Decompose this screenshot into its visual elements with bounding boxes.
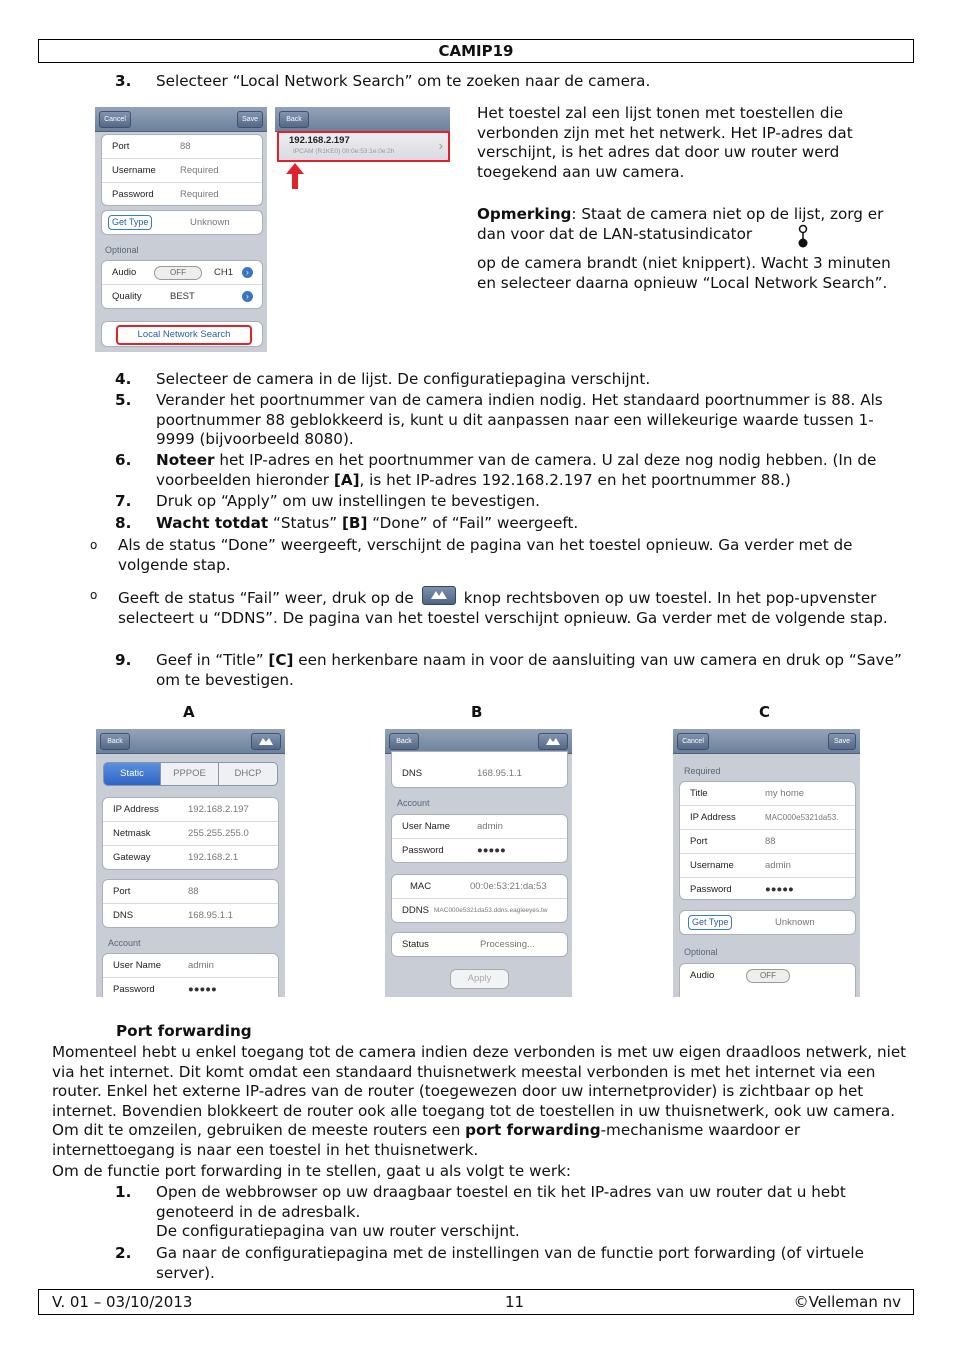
bullet-marker: o (90, 538, 98, 552)
step-text (156, 514, 906, 534)
port-value: 88 (188, 886, 199, 897)
bullet-text: Als de status “Done” weergeeft, verschijnt de pagina van het toestel opnieuw. Ga verder met de volgende stap. (118, 536, 853, 574)
note-text-b: op de camera brandt (niet knippert). Wacht 3 minuten en selecteer daarna opnieuw “Local Network Search”. (477, 254, 891, 292)
dns-row[interactable] (103, 904, 278, 927)
step-text: Selecteer de camera in de lijst. De configuratiepagina verschijnt. (156, 370, 651, 388)
screenshot-search-result (275, 107, 450, 352)
pf-text-a: Momenteel hebt u enkel toegang tot de camera indien deze verbonden is met uw eigen draadloos netwerk, niet via het internet. Dit komt omdat een standaard thuisnetwerk meestal verbonden is met het internet via een router. Enkel het externe IP-adres van de router (toegewezen door uw internetprovider) is zichtbaar op het internet. Bovendien blokkeert de router ook alle toegang tot de toestellen in uw thuisnetwerk, ook uw camera. Om dit te omzeilen, gebruiken de meeste routers een (52, 1043, 907, 1139)
port-label: Port (690, 836, 708, 847)
navbar (275, 107, 450, 132)
screenshot-a-network (96, 729, 285, 997)
password-value: ●●●●● (477, 845, 506, 856)
step-bold: Wacht totdat (156, 514, 269, 532)
step-text-part: het IP-adres en het poortnummer van de camera. U zal deze nog nodig hebben. (In de voorbeelden hieronder (156, 451, 877, 489)
account-section-label: Account (108, 938, 141, 948)
required-group (679, 781, 856, 900)
password-label: Password (402, 845, 444, 856)
get-type-button[interactable]: Get Type (108, 215, 152, 230)
audio-channel: CH1 (214, 267, 234, 278)
apply-button[interactable]: Apply (450, 969, 509, 989)
footer-page-number: 11 (505, 1293, 525, 1311)
gettype-wrap (108, 211, 152, 234)
ddns-value: MAC000e5321da53.ddns.eagleeyes.tw (434, 907, 548, 914)
password-row[interactable] (680, 878, 855, 900)
ip-value: 192.168.2.197 (188, 804, 249, 815)
password-row[interactable] (102, 183, 262, 206)
optional-section-label: Optional (105, 245, 139, 255)
bullet-text-a: Geeft de status “Fail” weer, druk op de (118, 589, 414, 607)
camera-list-item[interactable] (277, 131, 450, 162)
username-value: admin (188, 960, 214, 971)
netmask-row[interactable] (103, 822, 278, 846)
footer-version: V. 01 – 03/10/2013 (52, 1293, 193, 1311)
step-number: 3. (115, 72, 132, 90)
audio-toggle[interactable]: OFF (154, 266, 202, 280)
step-text: Druk op “Apply” om uw instellingen te bevestigen. (156, 492, 540, 510)
step-number: 1. (115, 1183, 132, 1201)
note-text-a: : Staat de camera niet op de lijst, zorg er dan voor dat de LAN-statusindicator (477, 205, 884, 243)
audio-label: Audio (112, 267, 137, 278)
password-label: Password (113, 984, 155, 995)
cancel-button[interactable]: Cancel (677, 733, 709, 750)
password-row[interactable] (103, 978, 278, 997)
tab-static[interactable]: Static (103, 762, 161, 786)
required-section-label: Required (684, 766, 721, 776)
pf-paragraph-2: Om de functie port forwarding in te stellen, gaat u als volgt te werk: (52, 1162, 571, 1180)
tab-dhcp[interactable]: DHCP (218, 762, 278, 786)
audio-row (102, 261, 262, 285)
audio-toggle[interactable]: OFF (746, 969, 790, 983)
status-row (392, 933, 567, 956)
step-text: Selecteer “Local Network Search” om te zoeken naar de camera. (156, 72, 651, 90)
step-number: 8. (115, 514, 132, 532)
password-label: Password (690, 884, 732, 895)
local-network-search-button[interactable]: Local Network Search (116, 325, 252, 345)
username-row[interactable] (680, 854, 855, 878)
info-paragraph: Het toestel zal een lijst tonen met toestellen die verbonden zijn met het netwerk. Het IP-adres dat verschijnt, is het adres dat door uw router werd toegekend aan uw camera. (477, 104, 853, 181)
camera-id: IPCAM (R1KE0) 00:0e:53:1e:0e:2h (293, 148, 395, 155)
lan-indicator-icon (797, 224, 809, 250)
step-text: Ga naar de configuratiepagina met de instellingen van de functie port forwarding (of virtuele server). (156, 1244, 864, 1282)
port-group (102, 879, 279, 928)
ip-value: MAC000e5321da53. (765, 813, 839, 822)
password-value: ●●●●● (188, 984, 217, 995)
step-ref: [C] (268, 651, 294, 669)
back-button[interactable]: Back (279, 111, 309, 128)
ip-label: IP Address (113, 804, 159, 815)
title-value: my home (765, 788, 805, 799)
netmask-value: 255.255.255.0 (188, 828, 249, 839)
back-button[interactable]: Back (389, 733, 419, 750)
ddns-label: DDNS (402, 905, 429, 916)
chevron-right-icon: › (438, 138, 443, 153)
account-group (391, 814, 568, 863)
title-row[interactable] (680, 782, 855, 806)
screenshot-settings (95, 107, 267, 352)
step-text: Open de webbrowser op uw draagbaar toestel en tik het IP-adres van uw router dat u hebt genoteerd in de adresbalk. (156, 1183, 846, 1221)
page-header: CAMIP19 (38, 39, 914, 63)
step-number: 5. (115, 391, 132, 409)
audio-label: Audio (690, 970, 715, 981)
gettype-row (680, 911, 855, 934)
gettype-group (679, 910, 856, 935)
chevron-right-icon[interactable]: › (242, 291, 253, 302)
gettype-wrap (688, 911, 732, 934)
lns-group (101, 321, 263, 347)
quality-label: Quality (112, 291, 142, 302)
step-number: 2. (115, 1244, 132, 1262)
username-row[interactable] (103, 954, 278, 978)
password-value: Required (180, 189, 219, 200)
note-paragraph-b (477, 254, 907, 293)
note-label: Opmerking (477, 205, 572, 223)
bullet-text-b: knop rechtsboven op uw toestel. In het pop-upvenster selecteert u “DDNS”. De pagina van het toestel verschijnt opnieuw. Ga verder met de volgende stap. (118, 589, 888, 627)
password-label: Password (112, 189, 154, 200)
username-label: User Name (113, 960, 162, 971)
ip-row[interactable] (103, 798, 278, 822)
pf-paragraph-1 (52, 1043, 907, 1160)
dns-label: DNS (402, 768, 423, 779)
gateway-row[interactable] (103, 846, 278, 869)
port-row[interactable] (103, 880, 278, 904)
dns-group (391, 751, 568, 788)
navbar (95, 107, 267, 132)
port-label: Port (113, 886, 131, 897)
gettype-row (102, 211, 262, 234)
screenshot-b-status (385, 729, 572, 997)
quality-value: BEST (170, 291, 195, 302)
back-button[interactable]: Back (100, 733, 130, 750)
get-type-button[interactable]: Get Type (688, 915, 732, 930)
step-number: 6. (115, 451, 132, 469)
username-label: Username (690, 860, 734, 871)
status-group (391, 932, 568, 957)
settings-group (101, 134, 263, 206)
netmask-label: Netmask (113, 828, 151, 839)
pf-text-c: -mechanisme waardoor er internettoegang is naar een toestel in het thuisnetwerk. (52, 1121, 801, 1159)
save-button[interactable]: Save (828, 733, 856, 750)
save-button[interactable]: Save (237, 111, 263, 128)
screenshot-c-add-camera (673, 729, 860, 997)
dns-label: DNS (113, 910, 134, 921)
status-label: Status (402, 939, 429, 950)
step-text (156, 451, 906, 490)
username-value: admin (765, 860, 791, 871)
bullet-text (118, 586, 908, 628)
gettype-group (101, 210, 263, 235)
username-row[interactable] (102, 159, 262, 183)
step-text-part: een herkenbare naam in voor de aansluiting van uw camera en druk op “Save” om te bevestigen. (156, 651, 902, 689)
step-text-part: , is het IP-adres 192.168.2.197 en het poortnummer 88.) (359, 470, 791, 489)
section-heading: Port forwarding (116, 1022, 252, 1040)
gettype-value: Unknown (190, 217, 230, 228)
ddns-row (392, 899, 567, 922)
optional-group (679, 963, 856, 997)
tab-pppoe[interactable]: PPPOE (160, 762, 219, 786)
label-c: C (759, 703, 771, 721)
username-value: admin (477, 821, 503, 832)
username-label: User Name (402, 821, 451, 832)
step-text (156, 651, 906, 690)
dns-value: 168.95.1.1 (477, 768, 522, 779)
menu-icon (422, 586, 456, 605)
menu-icon[interactable] (251, 733, 281, 750)
step-number: 7. (115, 492, 132, 510)
footer-copyright: ©Velleman nv (793, 1293, 901, 1311)
network-group (102, 797, 279, 870)
step-text-part: “Done” of “Fail” weergeeft. (367, 514, 579, 532)
mac-value: 00:0e:53:21:da:53 (470, 881, 547, 892)
label-b: B (471, 703, 483, 721)
port-value: 88 (765, 836, 776, 847)
cancel-button[interactable]: Cancel (99, 111, 131, 128)
menu-icon[interactable] (538, 733, 568, 750)
username-row[interactable] (392, 815, 567, 839)
optional-section-label: Optional (684, 947, 718, 957)
status-value: Processing... (480, 939, 535, 950)
note-paragraph (477, 205, 907, 244)
ip-label: IP Address (690, 812, 736, 823)
dns-row[interactable] (392, 762, 567, 785)
step-text: Verander het poortnummer van de camera indien nodig. Het standaard poortnummer is 88. Als poortnummer 88 geblokkeerd is, kunt u dit aanpassen naar een willekeurige waarde tussen 1-9999 (bijvoorbeeld 8080). (156, 391, 883, 448)
step-number: 4. (115, 370, 132, 388)
step-ref: [A] (333, 470, 360, 489)
step-text-part: “Status” (268, 514, 342, 532)
gateway-value: 192.168.2.1 (188, 852, 239, 863)
optional-group (101, 260, 263, 309)
device-group (391, 874, 568, 923)
pf-text-bold: port forwarding (465, 1121, 601, 1139)
port-row[interactable] (102, 135, 262, 159)
step-text-part: Geef in “Title” (156, 651, 269, 669)
gettype-value: Unknown (775, 917, 815, 928)
step-ref: [B] (341, 514, 368, 532)
step-bold: Noteer (156, 451, 215, 469)
quality-row (102, 285, 262, 308)
dns-value: 168.95.1.1 (188, 910, 233, 921)
password-row[interactable] (392, 839, 567, 862)
port-label: Port (112, 141, 130, 152)
port-row[interactable] (680, 830, 855, 854)
account-section-label: Account (397, 798, 430, 808)
username-label: Username (112, 165, 156, 176)
port-value: 88 (180, 141, 191, 152)
gateway-label: Gateway (113, 852, 151, 863)
navbar (96, 729, 285, 754)
audio-row (680, 964, 855, 987)
camera-ip: 192.168.2.197 (289, 135, 350, 146)
password-value: ●●●●● (765, 884, 794, 895)
page-footer (38, 1289, 914, 1315)
mac-row (392, 875, 567, 899)
title-label: Title (690, 788, 708, 799)
chevron-right-icon[interactable]: › (242, 267, 253, 278)
username-value: Required (180, 165, 219, 176)
account-group (102, 953, 279, 997)
ip-row[interactable] (680, 806, 855, 830)
step-text: De configuratiepagina van uw router verschijnt. (156, 1222, 520, 1240)
mac-label: MAC (410, 881, 432, 892)
label-a: A (183, 703, 195, 721)
bullet-marker: o (90, 588, 98, 602)
navbar (673, 729, 860, 754)
step-number: 9. (115, 651, 132, 669)
red-arrow-icon (285, 163, 305, 189)
